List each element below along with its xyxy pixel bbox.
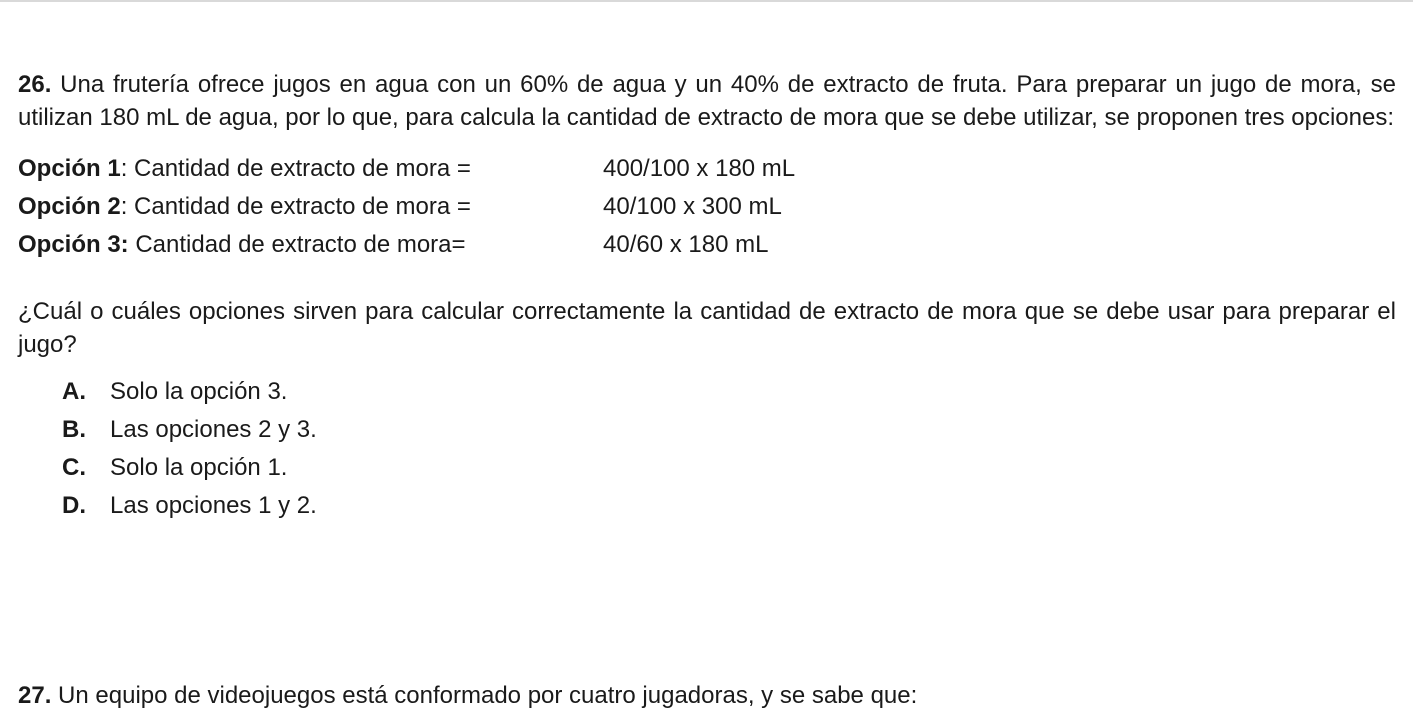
choice-b[interactable] [62,411,1396,449]
proposed-options [18,150,1396,264]
choice-letter: B. [62,416,86,443]
choice-a[interactable] [62,373,1396,411]
choice-letter: C. [62,454,86,481]
answer-choices [18,373,1396,525]
option-label: Opción 2 [18,193,121,220]
option-label: Opción 1 [18,155,121,182]
choice-text: Las opciones 2 y 3. [110,416,317,443]
option-formula: 400/100 x 180 mL [603,155,796,182]
question-26-statement [18,68,1396,134]
choice-text: Solo la opción 3. [110,378,288,405]
option-label: Opción 3: [18,231,129,258]
choice-text: Solo la opción 1. [110,454,288,481]
option-description: Cantidad de extracto de mora= [128,231,473,258]
choice-text: Las opciones 1 y 2. [110,492,317,519]
choice-d[interactable] [62,487,1396,525]
question-prompt: ¿Cuál o cuáles opciones sirven para calcular correctamente la cantidad de extracto de mora que se debe usar para preparar el jugo? [18,298,1396,358]
option-formula: 40/100 x 300 mL [603,193,782,220]
choice-letter: A. [62,378,86,405]
option-1 [18,150,1396,188]
choice-letter: D. [62,492,86,519]
question-number: 26. [18,71,52,98]
question-statement-text: Una frutería ofrece jugos en agua con un 60% de agua y un 40% de extracto de fruta. Para preparar un jugo de mora, se utilizan 180 mL de agua, por lo que, para calcula la cantidad de extracto de mora que se debe utilizar, se proponen tres opciones: [18,71,1396,131]
option-formula: 40/60 x 180 mL [603,231,769,258]
option-2 [18,188,1396,226]
option-3 [18,226,1396,264]
option-description: : Cantidad de extracto de mora = [120,193,478,220]
top-divider [0,0,1413,2]
question-27 [18,679,917,712]
question-statement-text: Un equipo de videojuegos está conformado por cuatro jugadoras, y se sabe que: [58,682,918,709]
choice-c[interactable] [62,449,1396,487]
question-number: 27. [18,682,52,709]
question-26 [18,68,1396,525]
option-description: : Cantidad de extracto de mora = [120,155,478,182]
